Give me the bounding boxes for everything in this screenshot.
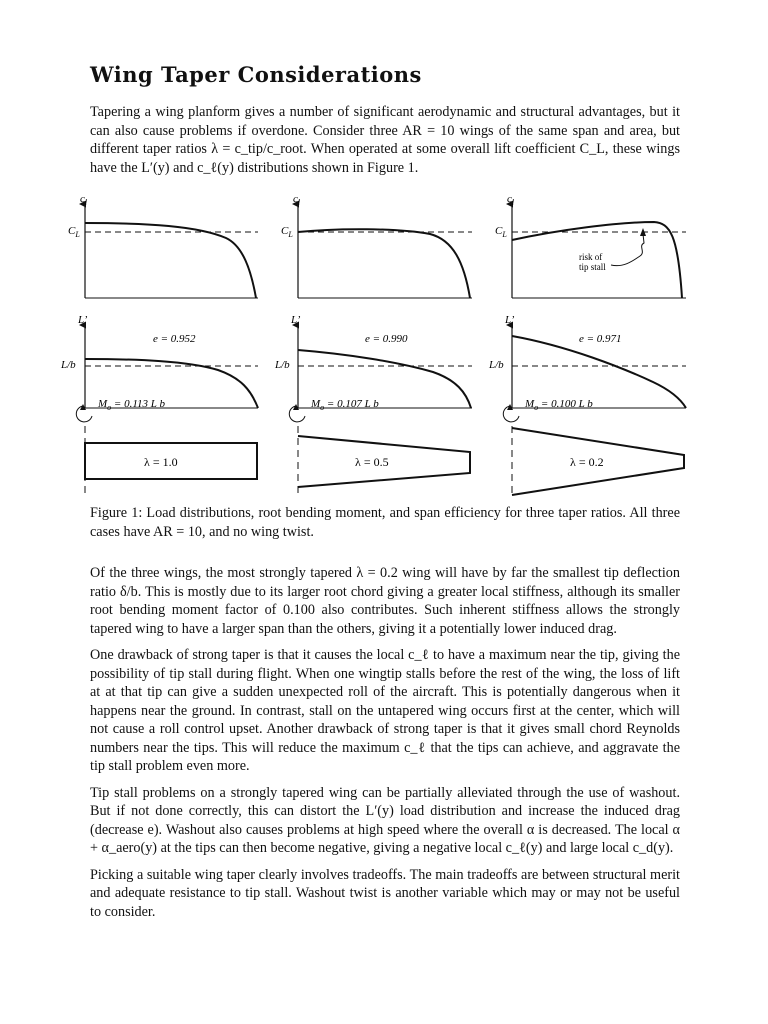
cl-axis-label-2: $c_l$ bbox=[293, 193, 301, 207]
intro-paragraph: Tapering a wing planform gives a number of significant aerodynamic and structural advantages, but it can also cause problems if overdone. Consider three AR = 10 wings of the same span and area, but different taper ratios λ = c_tip/c_root. When operated at some overall lift coefficient C_L, these wings have the L′(y) and c_ℓ(y) distributions shown in Figure 1. bbox=[90, 104, 680, 176]
page-title: Wing Taper Considerations bbox=[90, 62, 422, 87]
taper-ratio-1: λ = 1.0 bbox=[144, 455, 178, 469]
panel-3 bbox=[488, 193, 686, 496]
moment-1: $M_o = 0.113$ L b bbox=[98, 398, 165, 412]
Lp-axis-label-1: L’ bbox=[78, 314, 88, 326]
cl-curve-2 bbox=[298, 229, 470, 298]
Lp-axis-label-3: L’ bbox=[505, 314, 515, 326]
panel-2 bbox=[274, 193, 472, 496]
figure-1 bbox=[58, 190, 698, 498]
figure-1-svg bbox=[58, 190, 698, 498]
tip-stall-note-line-1: risk of bbox=[579, 252, 603, 262]
CL-label-3: $C_L$ bbox=[495, 225, 507, 239]
efficiency-1: e = 0.952 bbox=[153, 333, 196, 345]
taper-ratio-2: λ = 0.5 bbox=[355, 455, 389, 469]
tip-stall-pointer bbox=[611, 234, 644, 266]
paragraph-2: One drawback of strong taper is that it causes the local c_ℓ to have a maximum near the tip, giving the possibility of tip stall during flight. When one wingtip stalls before the rest of the wing, the loss of lift at at that tip can give a sudden unexpected roll of the aircraft. This is potentially dangerous when it happens near the ground. In contrast, stall on the untapered wing occurs first at the center, which will not cause a roll control upset. Another drawback of strong taper is that it gives small chord Reynolds numbers near the tips. This will reduce the maximum c_ℓ that the tips can achieve, and aggravate the tip stall problem even more. bbox=[90, 647, 680, 774]
taper-ratio-3: λ = 0.2 bbox=[570, 455, 604, 469]
panel-1 bbox=[60, 193, 258, 496]
moment-3: $M_o = 0.100$ L b bbox=[525, 398, 593, 412]
cl-axis-label-1: $c_l$ bbox=[80, 193, 88, 207]
body-text bbox=[90, 564, 680, 929]
tip-stall-note-line-2: tip stall bbox=[579, 262, 606, 272]
efficiency-2: e = 0.990 bbox=[365, 333, 408, 345]
paragraph-1: Of the three wings, the most strongly tapered λ = 0.2 wing will have by far the smallest tip deflection ratio δ/b. This is mostly due to its larger root chord giving a greater local stiffness, although its smaller root bending moment factor of 0.100 also contributes. Such inherent stiffness allows the strongly tapered wing to have a larger span than the others, giving it a potentially lower induced drag. bbox=[90, 565, 680, 637]
moment-2: $M_o = 0.107$ L b bbox=[311, 398, 379, 412]
paragraph-4: Picking a suitable wing taper clearly involves tradeoffs. The main tradeoffs are between structural merit and adequate resistance to tip stall. Washout twist is another variable which may or may not be useful to consider. bbox=[90, 866, 680, 920]
CL-label-2: $C_L$ bbox=[281, 225, 293, 239]
CL-label-1: $C_L$ bbox=[68, 225, 80, 239]
figure-caption: Figure 1: Load distributions, root bending moment, and span efficiency for three taper ratios. All three cases have AR = 10, and no wing twist. bbox=[90, 505, 680, 540]
Lb-label-3: L/b bbox=[489, 359, 504, 371]
Lb-label-2: L/b bbox=[275, 359, 290, 371]
Lp-axis-label-2: L’ bbox=[291, 314, 301, 326]
Lb-label-1: L/b bbox=[61, 359, 76, 371]
cl-axis-label-3: $c_l$ bbox=[507, 193, 515, 207]
efficiency-3: e = 0.971 bbox=[579, 333, 622, 345]
page-header bbox=[90, 62, 680, 185]
paragraph-3: Tip stall problems on a strongly tapered wing can be partially alleviated through the use of washout. But if not done correctly, this can distort the L′(y) load distribution and increase the induced drag (decrease e). Washout also causes problems at high speed where the overall α is decreased. The local α + α_aero(y) at the tips can then become negative, giving a negative local c_ℓ(y) and large local c_d(y). bbox=[90, 784, 680, 856]
figure-caption-block bbox=[90, 504, 680, 541]
cl-curve-1 bbox=[85, 223, 256, 298]
